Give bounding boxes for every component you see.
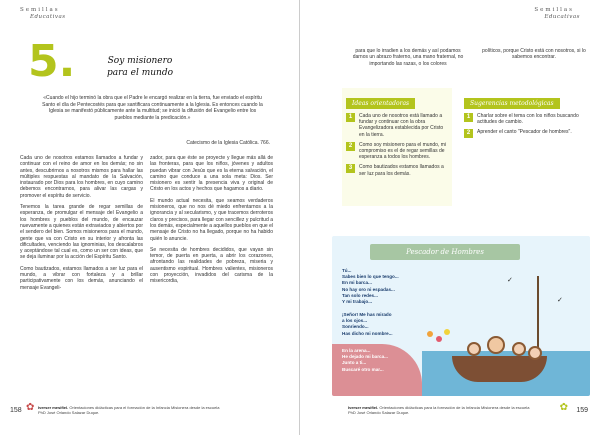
verse-line: Junto a ti... [342,360,367,366]
method-number: 1 [464,113,473,122]
method-text: Charlar sobre el tema con los niños buscando actitudes de cambio. [477,113,579,126]
song-verse-1 [342,268,399,305]
quote-citation: Catecismo de la Iglesia Católica. 766. [186,140,270,146]
brand-sub: Educativas [30,14,66,20]
idea-text: Cada uno de nosotros está llamado a fundar y continuar con la obra Evangelizadora establecida por Cristo en la tierra. [359,113,444,138]
method-text: Aprender el canto "Pescador de hombres". [477,129,572,136]
idea-text: Como soy misionero para el mundo, mi compromiso es el de regar semillas de esperanza a todos los hombres. [359,141,446,161]
idea-number: 3 [346,164,355,173]
flower-icon: ✿ [559,402,568,413]
bird-icon: ✓ [557,297,563,304]
page-footer [38,405,248,415]
paragraph: Se necesita de hombres decididos, que vayan sin temor, de puerta en puerta, a abrir los corazones, afrontando las realidades de pobreza, miseria y ausentismo espiritual. Hombres valientes, misioneros con proyección, invadidos del carisma de la misericordia, [150,246,273,285]
footer-bold: Iverser mesifiel. [348,405,379,410]
title-line-2: para el mundo [106,68,174,78]
verse-line: En la arena... [342,348,371,353]
verse-line: No hay oro ni espadas... [342,286,395,292]
method-item [464,129,586,138]
left-column-1 [20,155,143,296]
idea-item [346,113,448,138]
page-number: 159 [576,407,588,414]
verse-line: Sonriendo... [342,324,369,330]
method-item [464,113,586,125]
verse-line: Buscaré otro mar... [342,366,384,372]
idea-item [346,164,448,176]
paragraph: Cada uno de nosotros estamos llamados a fundar y continuar con el reino de amor en los demás; no sin antes, descubrirnos a nosotros mismos para hallar las múltiples respuestas al mandato de la Salvación, instaurado por Dios para los hombres, en cuyo camino debemos encontrarnos, para alivar las cargas y promover el espíritu de servicio. [20,155,143,199]
brand-logo [20,7,66,21]
method-suggestions-box [460,88,590,206]
boat-shape [452,356,547,382]
verse-line: Y mi trabajo... [342,299,373,305]
footer-bold: Iverser mesifiel. [38,405,69,410]
page-footer [348,405,558,415]
paragraph: Como bautizados, estamos llamados a ser luz para el mundo, a vibrar con fortaleza y a brillar participativamente con los demás, anunciando el mensaje Evangeli- [20,265,143,291]
song-verse-2 [342,312,393,337]
brand-logo [534,7,580,21]
quote-text: «Cuando el hijo terminó la obra que el Padre le encargó realizar en la tierra, fue enviado el espíritu Santo el día de Pentecostés para que santificara continuamente a la Iglesia. Es entonces cuando la Iglesia se manifestó públicamente ante la multitud; se inició la difusión del Evangelio entre los pueblos mediante la predicación.» [42,95,263,121]
paragraph: zador, para que éste se proyecte y llegue más allá de las fronteras, para que los niños, jóvenes y adultos puedan vibrar con Jesús que es la eterna salvación, el camino que conduce a una sola meta: Dios. Ser misionero es sentir la presencia viva y original de Cristo en los actos y hechos que hagamos a diario. [150,155,273,193]
jesus-figure [487,336,505,354]
idea-text: Como bautizados estamos llamados a ser luz para los demás. [359,164,444,177]
page-title [80,55,200,79]
footer-text: Orientaciones didácticas para la formación de la Infancia Misionera desde la escuela [379,405,530,410]
intro-text-2: políticos, porque Cristo está con nosotros, si lo sabemos encontrar. [482,48,586,61]
intro-text-1: para que lo irradien a los demás y así podamos darnos un abrazo fraterno, una mano fraternal, no importando las razas, o los colores [352,48,464,67]
song-title: Pescador de Hombres [370,244,520,260]
brand-sub: Educativas [544,14,580,20]
paragraph: Tenemos la tarea grande de regar semillas de esperanza, de promulgar el mensaje del Evangelio a los hombres y pueblos del mundo, de encauzar nuevamente a quienes están extraviados y abiertos por el sendero del bien. Somos misioneros para el mundo, gente que va con Cristo en su interior y afronta las dificultades, venciendo las ignominias, los descalabros y aceptándose tal cual es, como un ser con ideas, que se deja iluminar por la acción del Espíritu Santo. [20,204,143,261]
flower-dot [436,336,442,342]
verse-line: ¡Señor! Me has mirado [342,312,392,317]
child-figure [528,346,542,360]
guiding-ideas-title: Ideas orientadoras [346,98,415,109]
brand-top: Semillas [20,7,60,13]
flower-dot [444,329,450,335]
footer-author: PhD José Orlando Salazar Duque. [348,410,410,415]
verse-line: Has dicho mi nombre... [342,330,393,336]
title-line-1: Soy misionero [107,56,173,66]
method-number: 2 [464,129,473,138]
verse-line: He dejado mi barca... [342,354,388,360]
footer-text: Orientaciones didácticas para el formación de la Infancia Misionera desde la escuela [69,405,220,410]
flower-icon: ✿ [26,402,35,413]
idea-item [346,142,448,161]
song-illustration [332,236,590,396]
guiding-ideas-box [342,88,452,206]
footer-author: PhD José Orlando Salazar Duque. [38,410,100,415]
left-column-2 [150,155,273,290]
child-figure [512,342,526,356]
flower-dot [427,331,433,337]
paragraph: El mundo actual necesita, que seamos verdaderos misioneros, que no nos dé miedo enfrentarnos a la ignorancia y al secularismo, y que tracemos derroteros claros y precisos, para llegar con sencillez y pulcritud a los demás, especialmente a aquellos pueblos en que el mensaje de Cristo no ha llegado, porque no ha habido quién lo anuncie. [150,197,273,242]
idea-number: 2 [346,142,355,151]
method-suggestions-title: Sugerencias metodológicas [464,98,560,109]
verse-line: Sabes bien lo que tengo... [342,274,399,280]
child-figure [467,342,481,356]
song-verse-3 [342,348,388,373]
idea-number: 1 [346,113,355,122]
brand-top: Semillas [534,7,574,13]
verse-line: Tú... [342,268,352,273]
page-number: 158 [10,407,22,414]
section-number: 5. [28,36,76,87]
bird-icon: ✓ [507,277,513,284]
verse-line: a los ojos... [342,318,368,324]
verse-line: Tan solo redes... [342,292,378,298]
verse-line: En mi barca... [342,280,372,286]
